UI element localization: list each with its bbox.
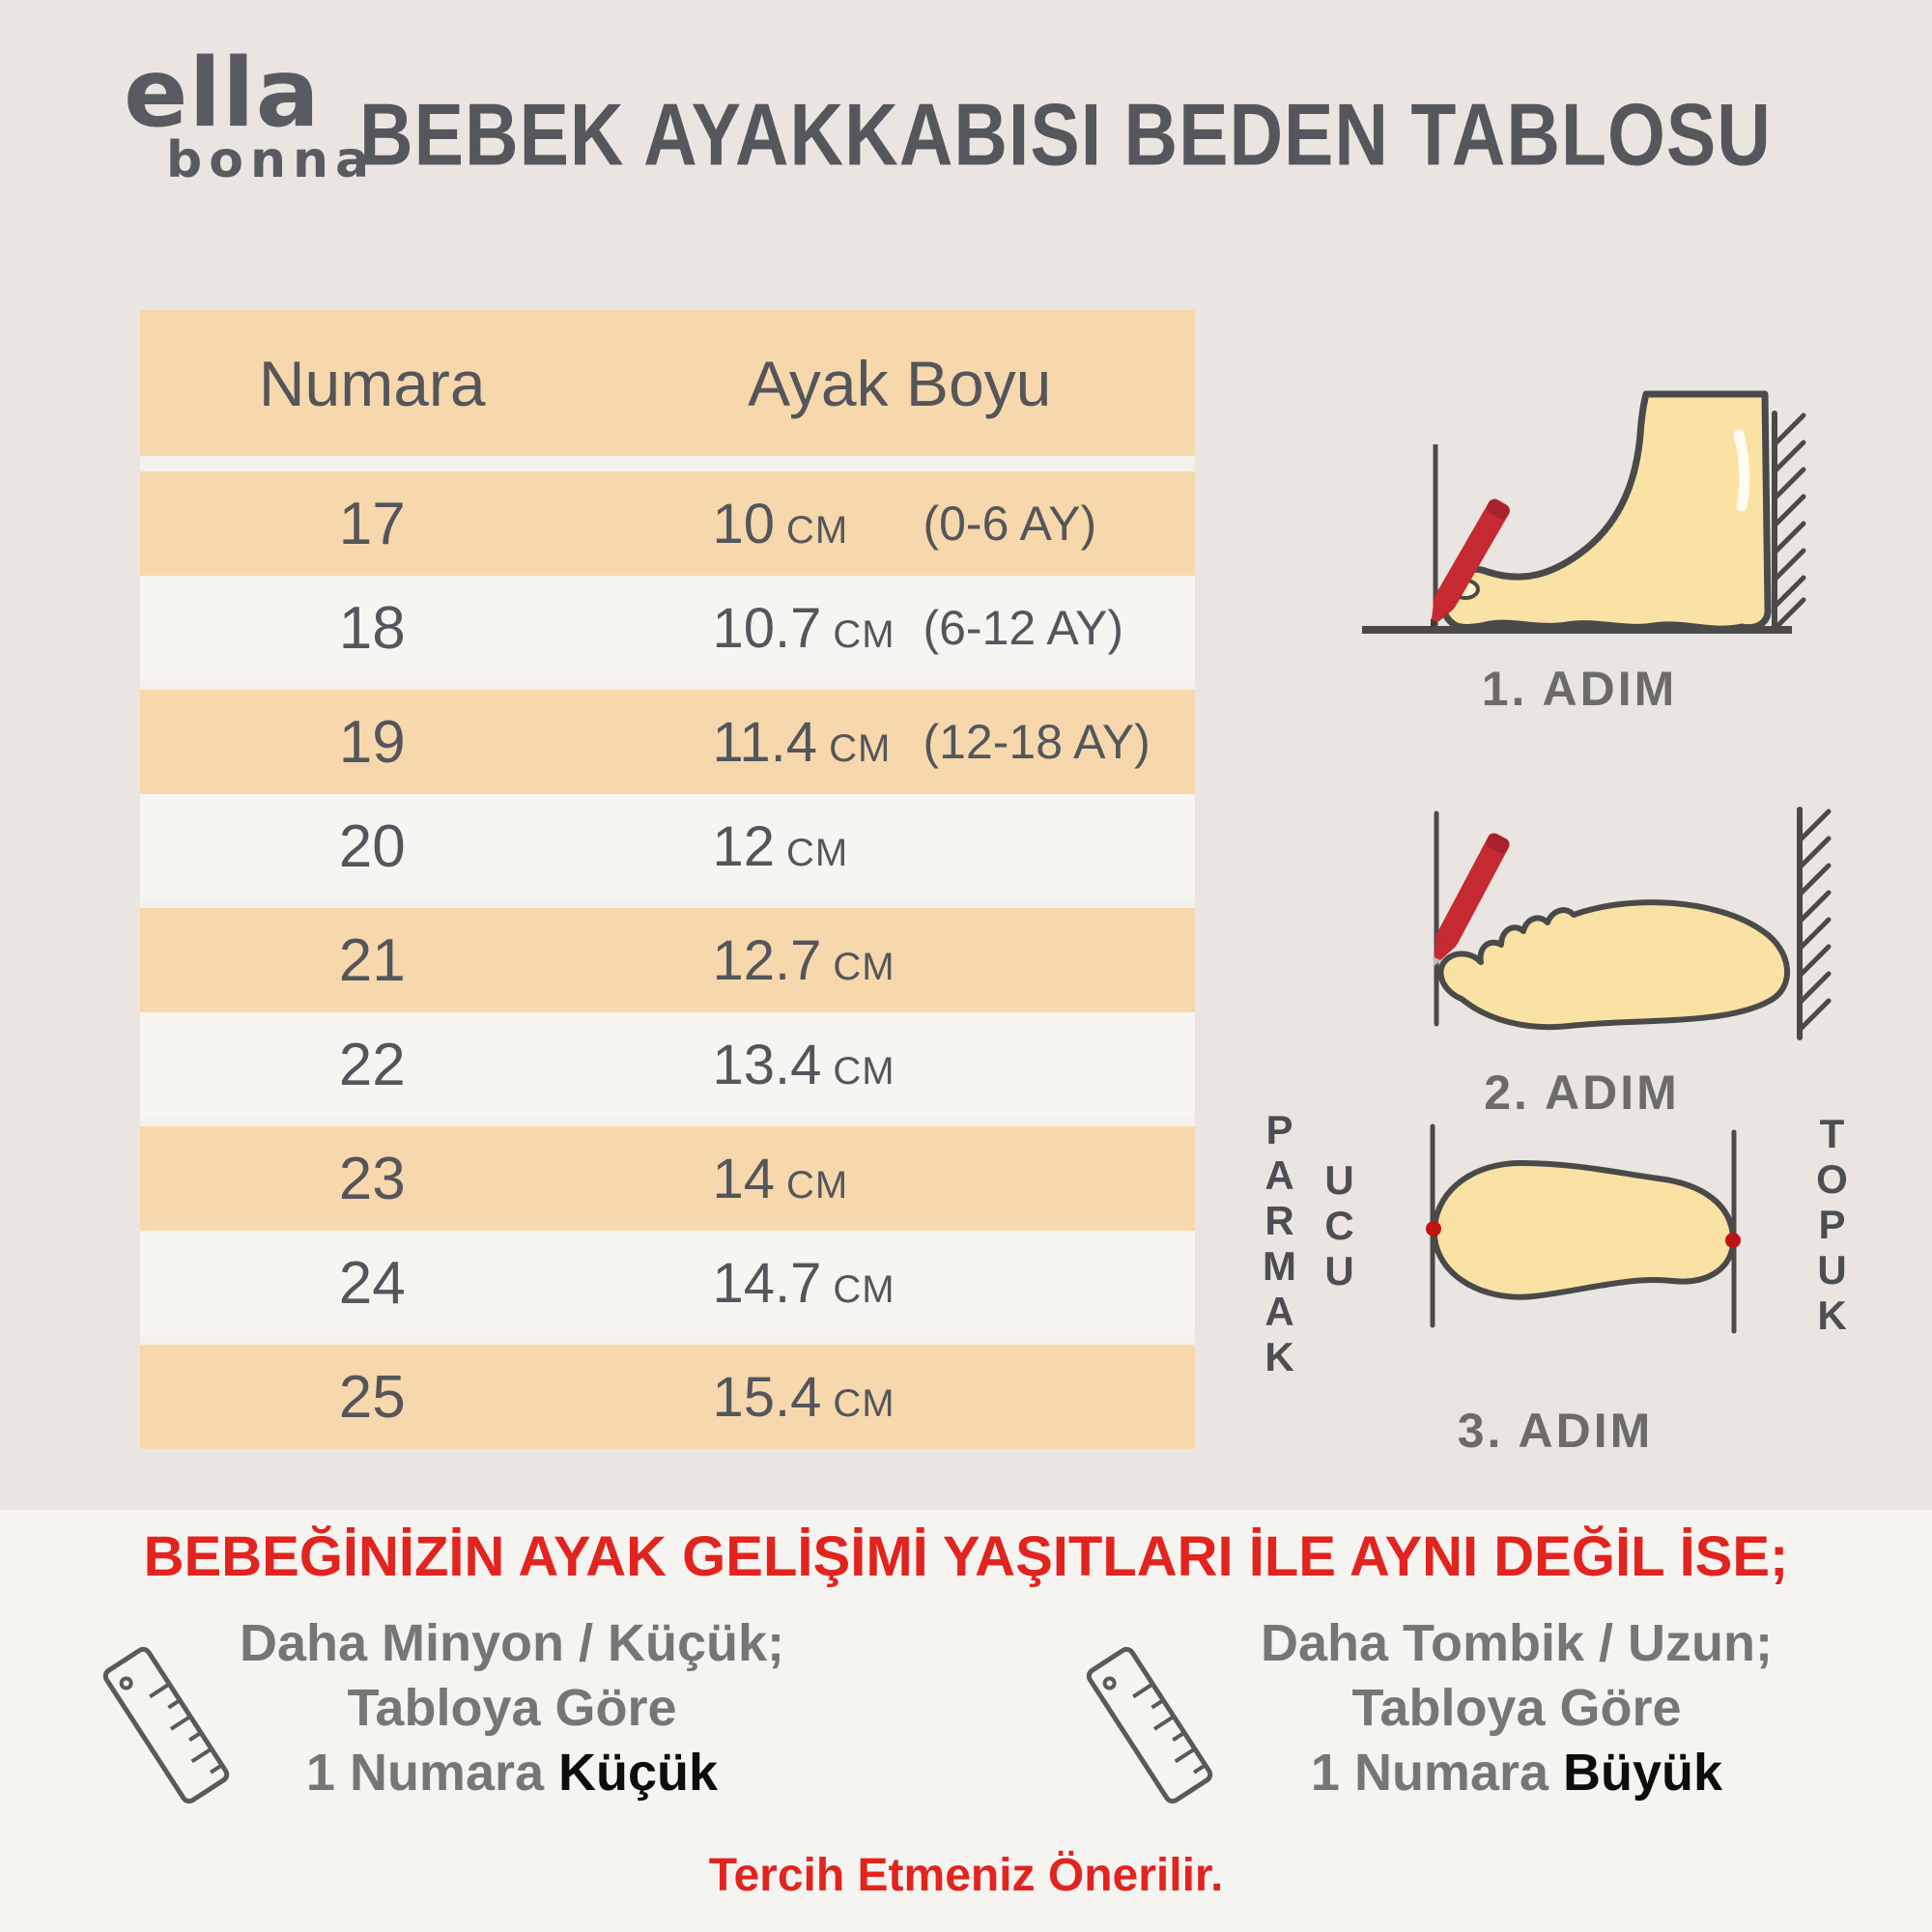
size-value: 20	[338, 812, 406, 880]
size-value: 18	[338, 594, 406, 662]
measure-step-1	[1343, 384, 1816, 717]
advice-line-3-bold: Küçük	[558, 1744, 719, 1802]
size-value: 25	[338, 1363, 406, 1431]
step-1-label: 1. ADIM	[1481, 662, 1678, 716]
length-value	[604, 1251, 894, 1316]
length-unit: CM	[833, 1267, 895, 1311]
heel-label: TOPUK	[1809, 1111, 1855, 1338]
length-value	[604, 492, 894, 556]
table-row	[140, 1345, 1195, 1449]
toe-tip-label-inner: UCU	[1317, 1157, 1362, 1293]
length-number: 15.4	[712, 1365, 822, 1429]
length-number: 11.4	[712, 710, 818, 774]
foot-side-measure-icon	[1343, 384, 1816, 647]
size-table	[140, 310, 1195, 1449]
foot-top-measure-icon	[1309, 798, 1855, 1051]
age-range: (6-12 AY)	[923, 601, 1123, 655]
length-unit: CM	[833, 1381, 895, 1425]
length-unit: CM	[829, 726, 892, 770]
size-value: 24	[338, 1249, 406, 1317]
advice-column-bigger	[1188, 1611, 1845, 1805]
advice-line-2: Tabloya Göre	[347, 1679, 677, 1737]
brand-logo	[124, 39, 377, 189]
table-row	[140, 471, 1195, 576]
advice-line-1: Daha Minyon / Küçük;	[239, 1614, 785, 1672]
length-number: 10.7	[712, 596, 822, 660]
advice-column-smaller	[184, 1611, 840, 1805]
size-value: 17	[338, 490, 406, 557]
length-number: 14.7	[712, 1251, 822, 1315]
table-row	[140, 908, 1195, 1012]
size-value: 19	[338, 708, 406, 776]
advice-line-3-prefix: 1 Numara	[305, 1744, 559, 1802]
size-value: 23	[338, 1145, 406, 1212]
length-number: 12	[712, 814, 775, 878]
length-unit: CM	[833, 612, 895, 656]
advice-line-3	[1188, 1741, 1845, 1805]
advice-line-2: Tabloya Göre	[1351, 1679, 1682, 1737]
column-header-foot-length: Ayak Boyu	[748, 347, 1052, 419]
advice-line-1: Daha Tombik / Uzun;	[1260, 1614, 1773, 1672]
column-header-size: Numara	[258, 347, 486, 419]
advice-heading: BEBEĞİNİZİN AYAK GELİŞİMİ YAŞITLARI İLE AYNI DEĞİL İSE;	[143, 1525, 1789, 1588]
advice-line-3-prefix: 1 Numara	[1310, 1744, 1564, 1802]
length-number: 12.7	[712, 928, 822, 992]
size-value: 21	[338, 926, 406, 994]
table-row	[140, 794, 1195, 898]
length-unit: CM	[833, 945, 895, 988]
length-value	[604, 928, 894, 993]
length-unit: CM	[785, 831, 849, 874]
length-unit: CM	[833, 1049, 895, 1093]
advice-line-3	[184, 1741, 840, 1805]
footprint-measure-icon	[1419, 1119, 1747, 1343]
length-value	[604, 1147, 894, 1211]
length-value	[604, 1365, 894, 1430]
measure-step-3	[1256, 1107, 1855, 1459]
advice-footer: Tercih Etmeniz Önerilir.	[708, 1850, 1224, 1901]
table-header-row	[140, 310, 1195, 456]
length-unit: CM	[785, 1163, 849, 1207]
length-number: 13.4	[712, 1033, 822, 1096]
age-range: (12-18 AY)	[923, 715, 1151, 769]
step-3-label: 3. ADIM	[1457, 1404, 1654, 1458]
length-value	[604, 1033, 894, 1097]
size-value: 22	[338, 1031, 406, 1098]
table-row	[140, 690, 1195, 794]
length-value	[604, 814, 894, 879]
toe-measure-dot	[1426, 1221, 1441, 1236]
brand-name-bottom: bonna	[166, 131, 377, 189]
step-2-label: 2. ADIM	[1484, 1065, 1680, 1120]
heel-measure-dot	[1725, 1233, 1741, 1248]
toe-tip-label-outer: PARMAK	[1257, 1107, 1302, 1379]
age-range: (0-6 AY)	[923, 497, 1097, 551]
table-row	[140, 1126, 1195, 1231]
length-number: 10	[712, 492, 775, 555]
page-title: BEBEK AYAKKABISI BEDEN TABLOSU	[359, 86, 1772, 185]
brand-name-top: ella	[124, 39, 321, 149]
length-number: 14	[712, 1147, 775, 1210]
length-value	[604, 596, 894, 661]
table-row	[140, 1012, 1195, 1117]
table-row	[140, 1231, 1195, 1335]
table-row	[140, 576, 1195, 680]
length-unit: CM	[785, 508, 849, 552]
length-value	[604, 710, 894, 775]
advice-line-3-bold: Büyük	[1563, 1744, 1723, 1802]
measure-step-2	[1309, 798, 1855, 1121]
